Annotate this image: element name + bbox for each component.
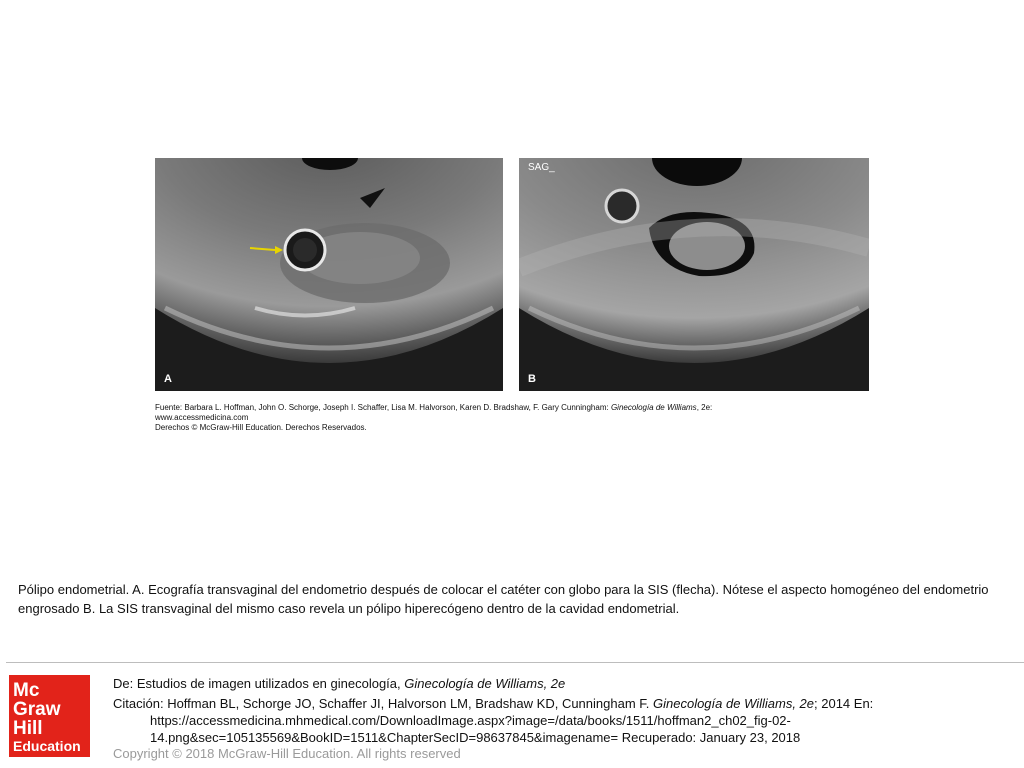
ultrasound-scan-a xyxy=(155,158,503,391)
panel-b-label: B xyxy=(528,373,536,385)
ultrasound-image-b xyxy=(519,158,869,391)
mcgraw-hill-logo xyxy=(9,675,90,757)
citation-url-line-2[interactable]: 14.png&sec=105135569&BookID=1511&ChapterSecID=98637845&imagename= Recuperado: January 23, 2018 xyxy=(150,730,801,745)
credit-line-1: Fuente: Barbara L. Hoffman, John O. Schorge, Joseph I. Schaffer, Lisa M. Halvorson, Karen D. Bradshaw, F. Gary Cunningham: Ginecología de Williams, 2e: xyxy=(155,403,713,412)
figure-credit xyxy=(155,403,869,433)
logo-line-2: Graw xyxy=(13,699,61,720)
citation-url-line-1[interactable]: https://accessmedicina.mhmedical.com/DownloadImage.aspx?image=/data/books/1511/hoffman2_ch02_fig-02- xyxy=(150,713,791,728)
figure-caption: Pólipo endometrial. A. Ecografía transvaginal del endometrio después de colocar el catéter con globo para la SIS (flecha). Nótese el aspecto homogéneo del endometrio engrosado B. La SIS transvaginal del mismo caso revela un pólipo hiperecógeno dentro de la cavidad endometrial. xyxy=(18,582,989,616)
citation-block: Citación: Hoffman BL, Schorge JO, Schaffer JI, Halvorson LM, Bradshaw KD, Cunningham F. Ginecología de Williams, 2e; 2014 En: https://accessmedicina.mhmedical.com/DownloadImage.aspx?image=/data/books/1511/hoffman2_ch02_fig-02- 14.png&sec=105135569&BookID=1511&ChapterSecID=98637845&imagename= Recuperado: January 23, 2018 xyxy=(113,696,874,745)
footer-divider xyxy=(6,662,1024,663)
copyright-notice: Copyright © 2018 McGraw-Hill Education. All rights reserved xyxy=(113,746,461,761)
ultrasound-scan-b xyxy=(519,158,869,391)
ultrasound-image-a xyxy=(155,158,503,391)
credit-line-3: Derechos © McGraw-Hill Education. Derechos Reservados. xyxy=(155,423,367,432)
logo-line-3: Hill xyxy=(13,718,43,739)
source-line: De: Estudios de imagen utilizados en ginecología, Ginecología de Williams, 2e xyxy=(113,676,566,691)
credit-line-2[interactable]: www.accessmedicina.com xyxy=(155,413,249,422)
logo-line-4: Education xyxy=(13,738,81,754)
panel-b-tag: SAG_ xyxy=(528,162,555,173)
panel-a-label: A xyxy=(164,373,172,385)
logo-line-1: Mc xyxy=(13,680,40,701)
